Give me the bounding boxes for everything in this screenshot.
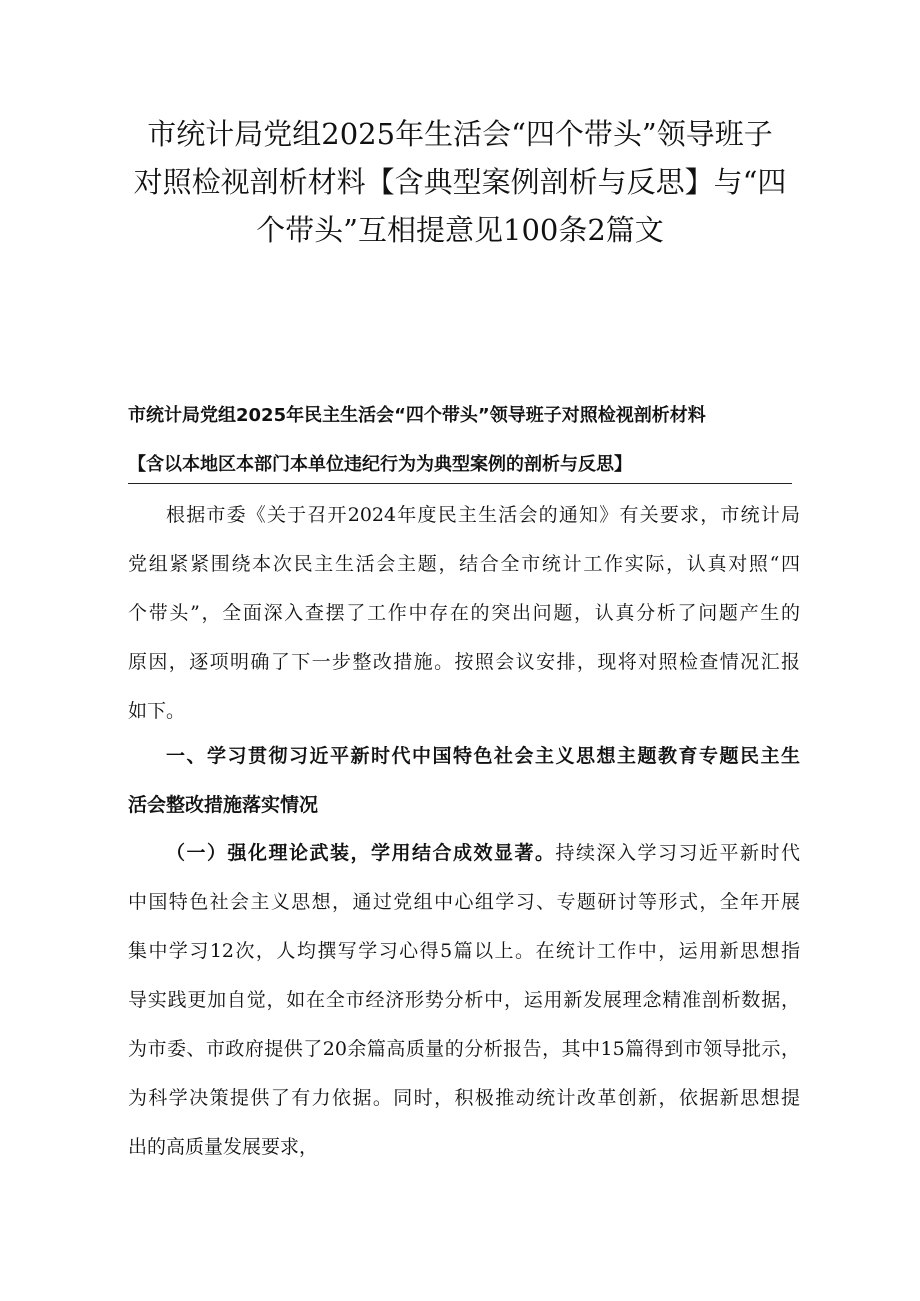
section-heading-1 bbox=[128, 732, 800, 830]
paragraph-line: 集中学习12次，人均撰写学习心得5篇以上。在统计工作中，运用新思想指 bbox=[128, 940, 800, 962]
document-title-line: 个带头”互相提意见100条2篇文 bbox=[256, 213, 664, 247]
title-divider bbox=[128, 483, 792, 484]
paragraph-line: 个带头”，全面深入查摆了工作中存在的突出问题，认真分析了问题产生的 bbox=[128, 602, 800, 624]
section-title-line: 市统计局党组2025年民主生活会“四个带头”领导班子对照检视剖析材料 bbox=[128, 405, 706, 426]
subsection-paragraph bbox=[128, 829, 800, 1172]
paragraph-line: 根据市委《关于召开2024年度民主生活会的通知》有关要求，市统计局 bbox=[166, 504, 800, 526]
paragraph-line: 为科学决策提供了有力依据。同时，积极推动统计改革创新，依据新思想提 bbox=[128, 1087, 800, 1109]
paragraph-line: 出的高质量发展要求， bbox=[128, 1136, 319, 1158]
document-title bbox=[120, 110, 800, 254]
paragraph-line bbox=[128, 829, 800, 878]
paragraph-line: 如下。 bbox=[128, 700, 186, 722]
intro-paragraph bbox=[128, 491, 800, 736]
paragraph-line: 原因，逐项明确了下一步整改措施。按照会议安排，现将对照检查情况汇报 bbox=[128, 651, 800, 673]
paragraph-line: 为市委、市政府提供了20余篇高质量的分析报告，其中15篇得到市领导批示， bbox=[128, 1038, 800, 1060]
paragraph-text: 持续深入学习习近平新时代 bbox=[555, 842, 800, 864]
section-title-line: 【含以本地区本部门本单位违纪行为为典型案例的剖析与反思】 bbox=[128, 454, 632, 475]
document-title-line: 对照检视剖析材料【含典型案例剖析与反思】与“四 bbox=[133, 165, 787, 199]
subsection-lead: （一）强化理论武装，学用结合成效显著。 bbox=[166, 842, 556, 864]
document-title-line: 市统计局党组2025年生活会“四个带头”领导班子 bbox=[147, 117, 773, 151]
heading-line: 一、学习贯彻习近平新时代中国特色社会主义思想主题教育专题民主生 bbox=[166, 745, 800, 767]
heading-line: 活会整改措施落实情况 bbox=[128, 794, 319, 816]
paragraph-line: 党组紧紧围绕本次民主生活会主题，结合全市统计工作实际，认真对照“四 bbox=[128, 553, 800, 575]
paragraph-line: 导实践更加自觉，如在全市经济形势分析中，运用新发展理念精准剖析数据， bbox=[128, 989, 800, 1011]
paragraph-line: 中国特色社会主义思想，通过党组中心组学习、专题研讨等形式，全年开展 bbox=[128, 891, 800, 913]
